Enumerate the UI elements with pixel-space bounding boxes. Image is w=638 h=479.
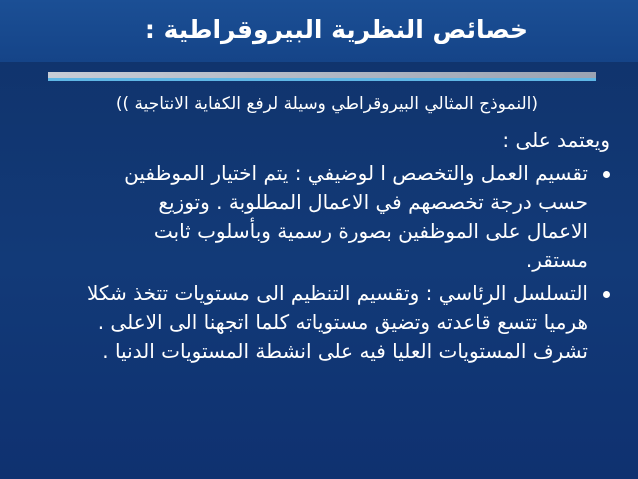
bullet-icon (603, 291, 610, 298)
bullet-line: تشرف المستويات العليا فيه على انشطة المستويات الدنيا . (102, 339, 588, 363)
slide-subtitle: (النموذج المثالي البيروقراطي وسيلة لرفع الكفاية الانتاجية )) (115, 94, 538, 114)
bullet-icon (603, 171, 610, 178)
bullet-line: تقسيم العمل والتخصص ا لوضيفي : يتم اختيار الموظفين (124, 161, 588, 185)
intro-text: ويعتمد على : (502, 128, 610, 152)
bullet-item-division-of-labor (20, 159, 610, 275)
bullet-item-hierarchy (20, 279, 610, 366)
title-divider-accent (48, 78, 596, 81)
bullet-line: حسب درجة تخصصهم في الاعمال المطلوبة . وتوزيع (158, 190, 588, 214)
slide-body (20, 86, 610, 366)
bullet-line: هرميا تتسع قاعدته وتضيق مستوياته كلما اتجهنا الى الاعلى . (97, 310, 588, 334)
slide-title: خصائص النظرية البيروقراطية : (144, 15, 528, 44)
bullet-line: الاعمال على الموظفين بصورة رسمية وبأسلوب ثابت (153, 219, 588, 243)
bullet-line: مستقر. (525, 248, 588, 272)
bullet-line: التسلسل الرئاسي : وتقسيم التنظيم الى مستويات تتخذ شكلا (87, 281, 588, 305)
